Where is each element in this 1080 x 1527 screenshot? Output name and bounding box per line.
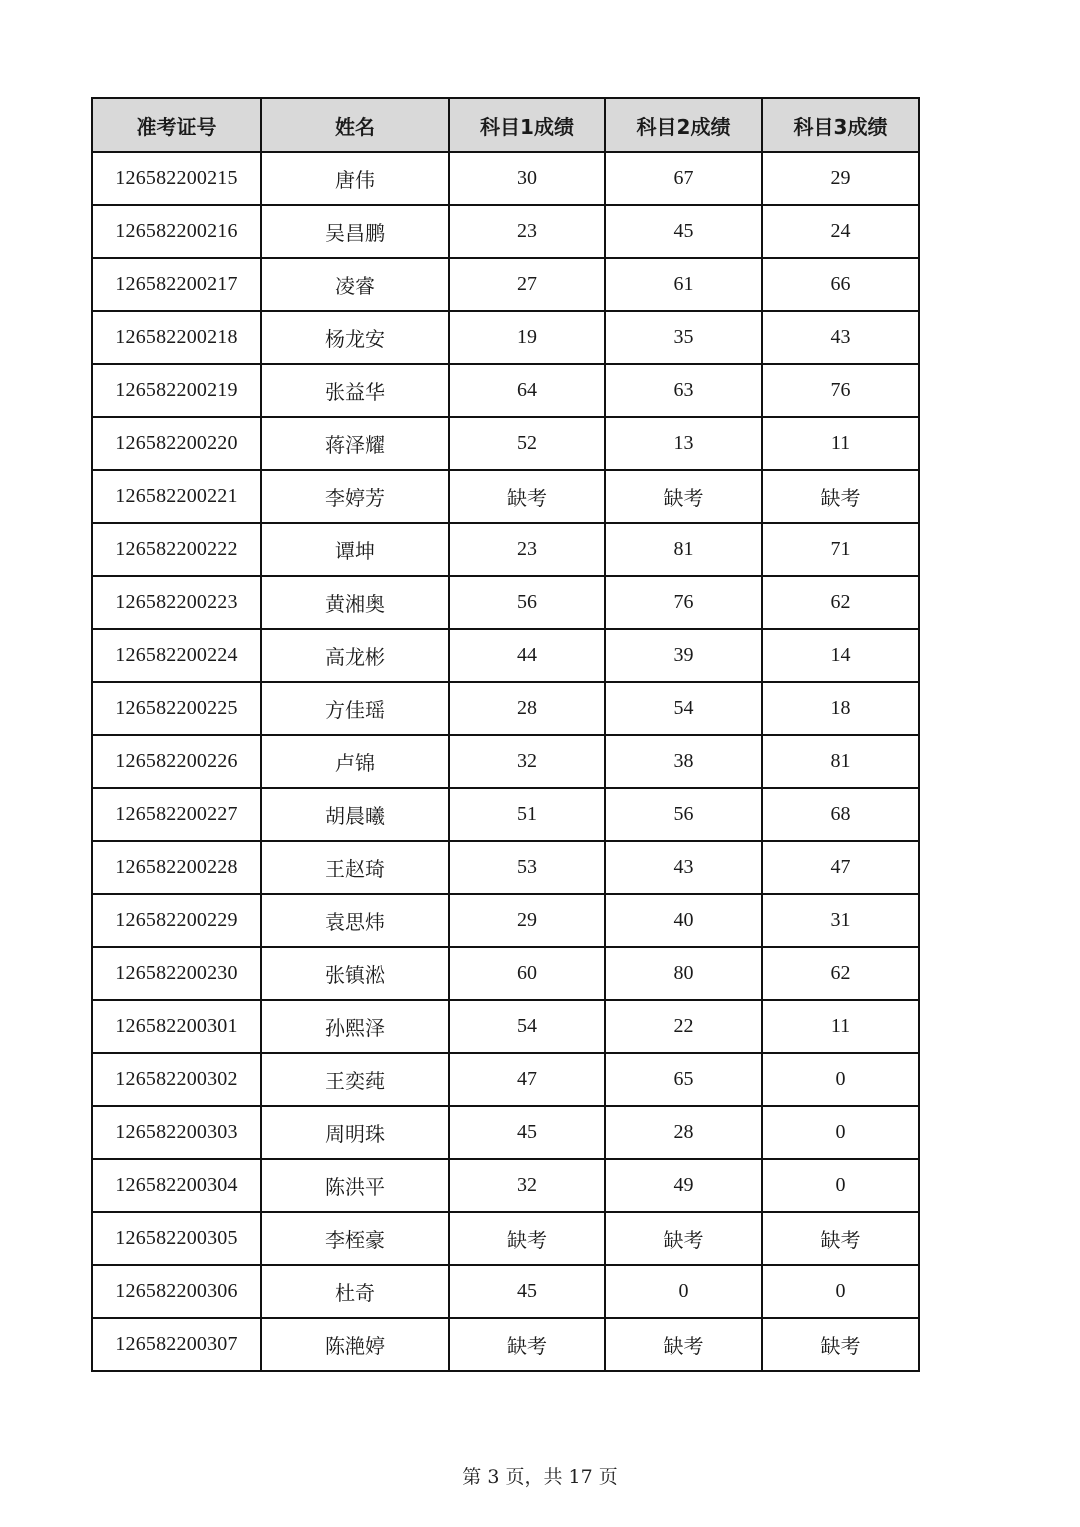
subject1-score-cell: 缺考 bbox=[449, 470, 605, 523]
table-row bbox=[92, 152, 919, 205]
subject3-score-cell: 76 bbox=[762, 364, 919, 417]
table-row bbox=[92, 205, 919, 258]
exam-id-cell: 126582200215 bbox=[92, 152, 261, 205]
subject1-score-cell: 32 bbox=[449, 1159, 605, 1212]
table-row bbox=[92, 1212, 919, 1265]
subject3-score-cell: 31 bbox=[762, 894, 919, 947]
subject2-score-cell: 40 bbox=[605, 894, 762, 947]
name-cell: 胡晨曦 bbox=[261, 788, 449, 841]
score-table bbox=[91, 97, 920, 1372]
subject1-score-cell: 64 bbox=[449, 364, 605, 417]
name-cell: 杜奇 bbox=[261, 1265, 449, 1318]
name-cell: 孙熙泽 bbox=[261, 1000, 449, 1053]
subject1-score-cell: 44 bbox=[449, 629, 605, 682]
subject2-score-cell: 13 bbox=[605, 417, 762, 470]
exam-id-cell: 126582200304 bbox=[92, 1159, 261, 1212]
subject3-score-cell: 18 bbox=[762, 682, 919, 735]
subject2-score-cell: 0 bbox=[605, 1265, 762, 1318]
exam-id-cell: 126582200227 bbox=[92, 788, 261, 841]
page-footer: 第 3 页，共 17 页 bbox=[462, 1466, 618, 1488]
header-subject3-score: 科目3成绩 bbox=[762, 98, 919, 152]
name-cell: 谭坤 bbox=[261, 523, 449, 576]
exam-id-cell: 126582200228 bbox=[92, 841, 261, 894]
name-cell: 陈滟婷 bbox=[261, 1318, 449, 1371]
table-header-row bbox=[92, 98, 919, 152]
name-cell: 张镇淞 bbox=[261, 947, 449, 1000]
name-cell: 杨龙安 bbox=[261, 311, 449, 364]
subject3-score-cell: 缺考 bbox=[762, 1212, 919, 1265]
subject2-score-cell: 80 bbox=[605, 947, 762, 1000]
exam-id-cell: 126582200220 bbox=[92, 417, 261, 470]
table-row bbox=[92, 258, 919, 311]
subject1-score-cell: 23 bbox=[449, 523, 605, 576]
subject3-score-cell: 11 bbox=[762, 417, 919, 470]
subject1-score-cell: 缺考 bbox=[449, 1318, 605, 1371]
subject3-score-cell: 缺考 bbox=[762, 1318, 919, 1371]
subject1-score-cell: 27 bbox=[449, 258, 605, 311]
name-cell: 高龙彬 bbox=[261, 629, 449, 682]
table-row bbox=[92, 1265, 919, 1318]
name-cell: 袁思炜 bbox=[261, 894, 449, 947]
table-row bbox=[92, 470, 919, 523]
subject1-score-cell: 30 bbox=[449, 152, 605, 205]
name-cell: 周明珠 bbox=[261, 1106, 449, 1159]
subject3-score-cell: 43 bbox=[762, 311, 919, 364]
name-cell: 王奕莼 bbox=[261, 1053, 449, 1106]
exam-id-cell: 126582200221 bbox=[92, 470, 261, 523]
subject3-score-cell: 71 bbox=[762, 523, 919, 576]
subject2-score-cell: 22 bbox=[605, 1000, 762, 1053]
subject1-score-cell: 19 bbox=[449, 311, 605, 364]
subject3-score-cell: 0 bbox=[762, 1053, 919, 1106]
table-row bbox=[92, 947, 919, 1000]
subject3-score-cell: 24 bbox=[762, 205, 919, 258]
table-row bbox=[92, 1053, 919, 1106]
exam-id-cell: 126582200219 bbox=[92, 364, 261, 417]
subject2-score-cell: 63 bbox=[605, 364, 762, 417]
subject1-score-cell: 28 bbox=[449, 682, 605, 735]
subject3-score-cell: 14 bbox=[762, 629, 919, 682]
exam-id-cell: 126582200224 bbox=[92, 629, 261, 682]
exam-id-cell: 126582200226 bbox=[92, 735, 261, 788]
subject2-score-cell: 35 bbox=[605, 311, 762, 364]
header-name: 姓名 bbox=[261, 98, 449, 152]
subject2-score-cell: 65 bbox=[605, 1053, 762, 1106]
exam-id-cell: 126582200301 bbox=[92, 1000, 261, 1053]
subject2-score-cell: 39 bbox=[605, 629, 762, 682]
exam-id-cell: 126582200302 bbox=[92, 1053, 261, 1106]
exam-id-cell: 126582200216 bbox=[92, 205, 261, 258]
subject1-score-cell: 54 bbox=[449, 1000, 605, 1053]
subject1-score-cell: 32 bbox=[449, 735, 605, 788]
exam-id-cell: 126582200218 bbox=[92, 311, 261, 364]
subject3-score-cell: 68 bbox=[762, 788, 919, 841]
subject3-score-cell: 47 bbox=[762, 841, 919, 894]
exam-id-cell: 126582200230 bbox=[92, 947, 261, 1000]
header-subject1-score: 科目1成绩 bbox=[449, 98, 605, 152]
subject3-score-cell: 0 bbox=[762, 1159, 919, 1212]
subject3-score-cell: 11 bbox=[762, 1000, 919, 1053]
subject2-score-cell: 49 bbox=[605, 1159, 762, 1212]
subject1-score-cell: 51 bbox=[449, 788, 605, 841]
table-row bbox=[92, 311, 919, 364]
table-row bbox=[92, 841, 919, 894]
subject1-score-cell: 53 bbox=[449, 841, 605, 894]
subject1-score-cell: 52 bbox=[449, 417, 605, 470]
subject1-score-cell: 45 bbox=[449, 1265, 605, 1318]
exam-id-cell: 126582200303 bbox=[92, 1106, 261, 1159]
subject2-score-cell: 28 bbox=[605, 1106, 762, 1159]
exam-id-cell: 126582200222 bbox=[92, 523, 261, 576]
name-cell: 卢锦 bbox=[261, 735, 449, 788]
header-subject2-score: 科目2成绩 bbox=[605, 98, 762, 152]
subject2-score-cell: 45 bbox=[605, 205, 762, 258]
name-cell: 王赵琦 bbox=[261, 841, 449, 894]
subject2-score-cell: 38 bbox=[605, 735, 762, 788]
subject3-score-cell: 62 bbox=[762, 947, 919, 1000]
subject1-score-cell: 60 bbox=[449, 947, 605, 1000]
name-cell: 蒋泽耀 bbox=[261, 417, 449, 470]
table-row bbox=[92, 735, 919, 788]
subject2-score-cell: 76 bbox=[605, 576, 762, 629]
subject2-score-cell: 缺考 bbox=[605, 1212, 762, 1265]
table-row bbox=[92, 364, 919, 417]
subject2-score-cell: 81 bbox=[605, 523, 762, 576]
exam-id-cell: 126582200223 bbox=[92, 576, 261, 629]
subject2-score-cell: 67 bbox=[605, 152, 762, 205]
subject3-score-cell: 62 bbox=[762, 576, 919, 629]
subject1-score-cell: 23 bbox=[449, 205, 605, 258]
subject3-score-cell: 0 bbox=[762, 1106, 919, 1159]
table-row bbox=[92, 523, 919, 576]
name-cell: 吴昌鹏 bbox=[261, 205, 449, 258]
exam-id-cell: 126582200306 bbox=[92, 1265, 261, 1318]
table-row bbox=[92, 629, 919, 682]
name-cell: 李婷芳 bbox=[261, 470, 449, 523]
table-row bbox=[92, 1106, 919, 1159]
table-row bbox=[92, 682, 919, 735]
exam-id-cell: 126582200225 bbox=[92, 682, 261, 735]
header-exam-id: 准考证号 bbox=[92, 98, 261, 152]
subject3-score-cell: 0 bbox=[762, 1265, 919, 1318]
exam-id-cell: 126582200305 bbox=[92, 1212, 261, 1265]
subject2-score-cell: 缺考 bbox=[605, 470, 762, 523]
table-row bbox=[92, 788, 919, 841]
subject3-score-cell: 29 bbox=[762, 152, 919, 205]
subject1-score-cell: 56 bbox=[449, 576, 605, 629]
subject2-score-cell: 54 bbox=[605, 682, 762, 735]
name-cell: 李桎豪 bbox=[261, 1212, 449, 1265]
name-cell: 凌睿 bbox=[261, 258, 449, 311]
subject1-score-cell: 45 bbox=[449, 1106, 605, 1159]
exam-id-cell: 126582200229 bbox=[92, 894, 261, 947]
subject2-score-cell: 43 bbox=[605, 841, 762, 894]
name-cell: 方佳瑶 bbox=[261, 682, 449, 735]
subject1-score-cell: 缺考 bbox=[449, 1212, 605, 1265]
exam-id-cell: 126582200217 bbox=[92, 258, 261, 311]
table-row bbox=[92, 576, 919, 629]
table-row bbox=[92, 894, 919, 947]
name-cell: 陈洪平 bbox=[261, 1159, 449, 1212]
table-row bbox=[92, 1000, 919, 1053]
subject1-score-cell: 29 bbox=[449, 894, 605, 947]
name-cell: 唐伟 bbox=[261, 152, 449, 205]
subject2-score-cell: 61 bbox=[605, 258, 762, 311]
name-cell: 张益华 bbox=[261, 364, 449, 417]
table-row bbox=[92, 417, 919, 470]
table-body bbox=[92, 152, 919, 1371]
subject2-score-cell: 56 bbox=[605, 788, 762, 841]
table-row bbox=[92, 1159, 919, 1212]
table-row bbox=[92, 1318, 919, 1371]
subject3-score-cell: 66 bbox=[762, 258, 919, 311]
subject3-score-cell: 81 bbox=[762, 735, 919, 788]
subject3-score-cell: 缺考 bbox=[762, 470, 919, 523]
subject1-score-cell: 47 bbox=[449, 1053, 605, 1106]
name-cell: 黄湘奥 bbox=[261, 576, 449, 629]
subject2-score-cell: 缺考 bbox=[605, 1318, 762, 1371]
exam-id-cell: 126582200307 bbox=[92, 1318, 261, 1371]
